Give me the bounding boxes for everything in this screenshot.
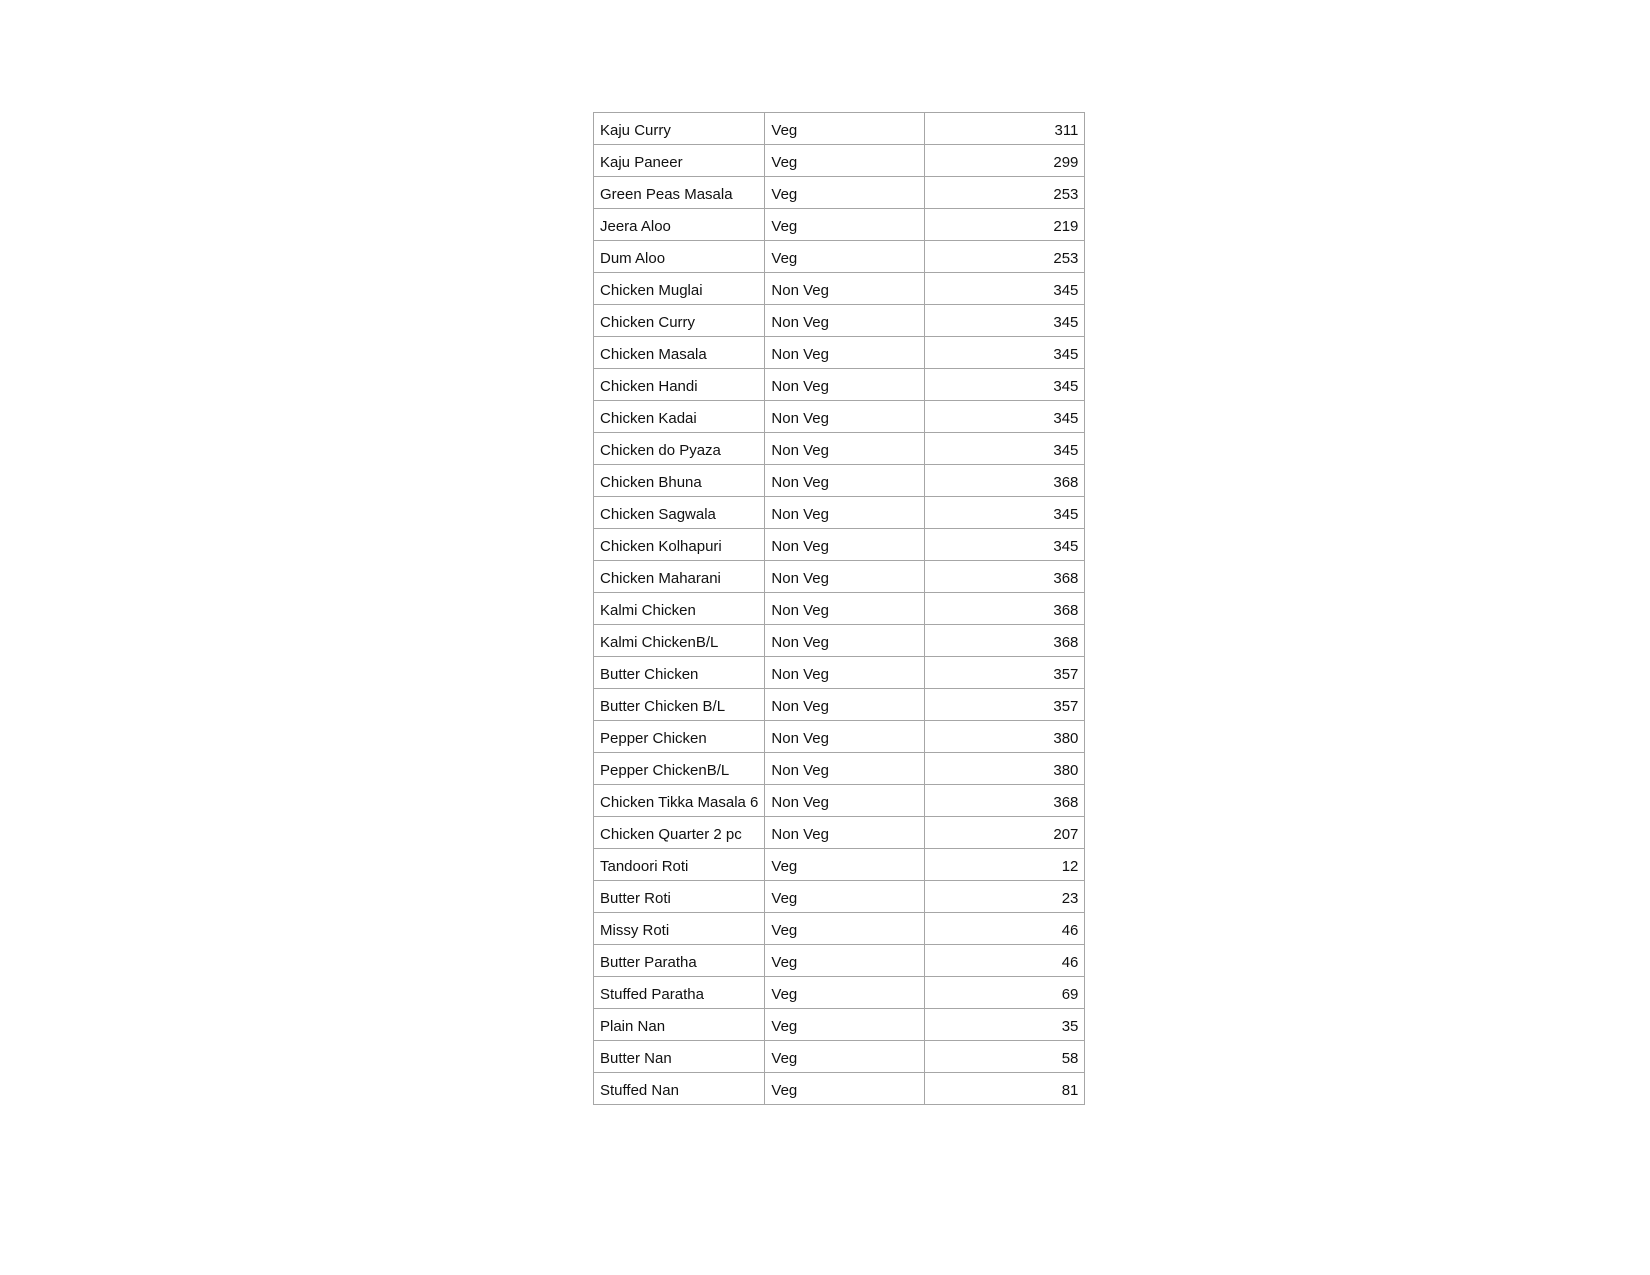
dish-name-cell: Kaju Paneer	[594, 145, 765, 177]
dish-name-cell: Kalmi ChickenB/L	[594, 625, 765, 657]
dish-price-cell: 299	[925, 145, 1085, 177]
menu-table	[593, 112, 1085, 1105]
dish-type-cell: Non Veg	[765, 433, 925, 465]
dish-price-cell: 380	[925, 721, 1085, 753]
dish-type-cell: Non Veg	[765, 785, 925, 817]
dish-name-cell: Plain Nan	[594, 1009, 765, 1041]
dish-name-cell: Green Peas Masala	[594, 177, 765, 209]
table-row	[594, 817, 1085, 849]
dish-type-cell: Veg	[765, 113, 925, 145]
dish-type-cell: Non Veg	[765, 401, 925, 433]
dish-price-cell: 253	[925, 241, 1085, 273]
table-row	[594, 881, 1085, 913]
table-row	[594, 721, 1085, 753]
dish-type-cell: Non Veg	[765, 689, 925, 721]
dish-price-cell: 219	[925, 209, 1085, 241]
dish-price-cell: 345	[925, 337, 1085, 369]
table-row	[594, 977, 1085, 1009]
table-row	[594, 241, 1085, 273]
dish-name-cell: Chicken Masala	[594, 337, 765, 369]
table-row	[594, 1009, 1085, 1041]
table-row	[594, 753, 1085, 785]
table-row	[594, 337, 1085, 369]
dish-type-cell: Veg	[765, 1009, 925, 1041]
dish-name-cell: Butter Roti	[594, 881, 765, 913]
dish-name-cell: Chicken do Pyaza	[594, 433, 765, 465]
table-row	[594, 401, 1085, 433]
dish-name-cell: Kalmi Chicken	[594, 593, 765, 625]
dish-name-cell: Butter Chicken	[594, 657, 765, 689]
dish-type-cell: Veg	[765, 913, 925, 945]
table-row	[594, 1041, 1085, 1073]
dish-type-cell: Non Veg	[765, 273, 925, 305]
dish-name-cell: Stuffed Paratha	[594, 977, 765, 1009]
dish-type-cell: Non Veg	[765, 497, 925, 529]
dish-name-cell: Pepper Chicken	[594, 721, 765, 753]
dish-price-cell: 357	[925, 689, 1085, 721]
dish-name-cell: Chicken Curry	[594, 305, 765, 337]
table-row	[594, 305, 1085, 337]
table-row	[594, 561, 1085, 593]
dish-type-cell: Non Veg	[765, 721, 925, 753]
table-row	[594, 497, 1085, 529]
dish-name-cell: Chicken Kolhapuri	[594, 529, 765, 561]
table-row	[594, 689, 1085, 721]
dish-name-cell: Missy Roti	[594, 913, 765, 945]
dish-type-cell: Non Veg	[765, 465, 925, 497]
dish-name-cell: Chicken Kadai	[594, 401, 765, 433]
table-row	[594, 433, 1085, 465]
dish-type-cell: Non Veg	[765, 625, 925, 657]
dish-type-cell: Veg	[765, 1073, 925, 1105]
dish-name-cell: Butter Chicken B/L	[594, 689, 765, 721]
table-row	[594, 465, 1085, 497]
dish-name-cell: Chicken Tikka Masala 6	[594, 785, 765, 817]
dish-type-cell: Non Veg	[765, 593, 925, 625]
table-row	[594, 785, 1085, 817]
dish-name-cell: Dum Aloo	[594, 241, 765, 273]
dish-price-cell: 58	[925, 1041, 1085, 1073]
dish-name-cell: Chicken Sagwala	[594, 497, 765, 529]
dish-name-cell: Chicken Maharani	[594, 561, 765, 593]
table-row	[594, 945, 1085, 977]
table-row	[594, 625, 1085, 657]
dish-name-cell: Stuffed Nan	[594, 1073, 765, 1105]
dish-type-cell: Veg	[765, 977, 925, 1009]
dish-type-cell: Non Veg	[765, 561, 925, 593]
dish-type-cell: Veg	[765, 945, 925, 977]
dish-type-cell: Veg	[765, 1041, 925, 1073]
dish-type-cell: Veg	[765, 849, 925, 881]
dish-price-cell: 368	[925, 593, 1085, 625]
dish-price-cell: 368	[925, 561, 1085, 593]
table-row	[594, 273, 1085, 305]
dish-type-cell: Veg	[765, 241, 925, 273]
dish-price-cell: 253	[925, 177, 1085, 209]
dish-price-cell: 35	[925, 1009, 1085, 1041]
dish-name-cell: Chicken Handi	[594, 369, 765, 401]
dish-price-cell: 345	[925, 273, 1085, 305]
dish-type-cell: Non Veg	[765, 305, 925, 337]
dish-name-cell: Butter Nan	[594, 1041, 765, 1073]
dish-type-cell: Veg	[765, 177, 925, 209]
dish-price-cell: 345	[925, 305, 1085, 337]
dish-price-cell: 368	[925, 785, 1085, 817]
table-row	[594, 529, 1085, 561]
dish-type-cell: Non Veg	[765, 369, 925, 401]
dish-price-cell: 368	[925, 465, 1085, 497]
dish-type-cell: Non Veg	[765, 817, 925, 849]
dish-price-cell: 357	[925, 657, 1085, 689]
dish-name-cell: Jeera Aloo	[594, 209, 765, 241]
dish-price-cell: 207	[925, 817, 1085, 849]
dish-name-cell: Chicken Muglai	[594, 273, 765, 305]
dish-type-cell: Veg	[765, 145, 925, 177]
dish-price-cell: 23	[925, 881, 1085, 913]
dish-name-cell: Kaju Curry	[594, 113, 765, 145]
dish-price-cell: 345	[925, 497, 1085, 529]
dish-price-cell: 345	[925, 401, 1085, 433]
dish-type-cell: Veg	[765, 881, 925, 913]
dish-price-cell: 69	[925, 977, 1085, 1009]
table-row	[594, 145, 1085, 177]
dish-name-cell: Butter Paratha	[594, 945, 765, 977]
dish-price-cell: 345	[925, 433, 1085, 465]
dish-price-cell: 311	[925, 113, 1085, 145]
dish-price-cell: 380	[925, 753, 1085, 785]
dish-type-cell: Non Veg	[765, 657, 925, 689]
table-row	[594, 177, 1085, 209]
table-row	[594, 913, 1085, 945]
table-row	[594, 593, 1085, 625]
dish-name-cell: Chicken Bhuna	[594, 465, 765, 497]
dish-price-cell: 368	[925, 625, 1085, 657]
dish-name-cell: Pepper ChickenB/L	[594, 753, 765, 785]
dish-name-cell: Tandoori Roti	[594, 849, 765, 881]
dish-price-cell: 345	[925, 529, 1085, 561]
table-row	[594, 849, 1085, 881]
menu-table-body	[594, 113, 1085, 1105]
dish-name-cell: Chicken Quarter 2 pc	[594, 817, 765, 849]
table-row	[594, 657, 1085, 689]
table-row	[594, 1073, 1085, 1105]
table-row	[594, 369, 1085, 401]
dish-type-cell: Non Veg	[765, 753, 925, 785]
dish-price-cell: 12	[925, 849, 1085, 881]
dish-price-cell: 46	[925, 913, 1085, 945]
table-row	[594, 113, 1085, 145]
dish-type-cell: Non Veg	[765, 337, 925, 369]
dish-type-cell: Veg	[765, 209, 925, 241]
dish-price-cell: 81	[925, 1073, 1085, 1105]
dish-price-cell: 345	[925, 369, 1085, 401]
dish-price-cell: 46	[925, 945, 1085, 977]
table-row	[594, 209, 1085, 241]
dish-type-cell: Non Veg	[765, 529, 925, 561]
